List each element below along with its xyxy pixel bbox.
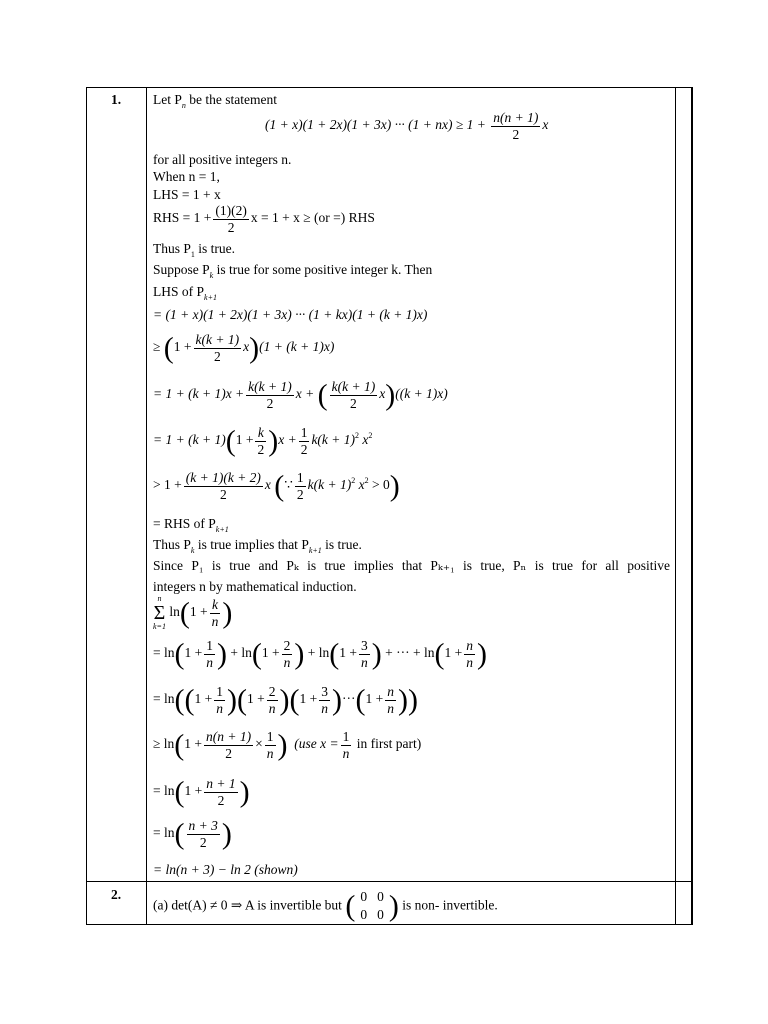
- q1-line: integers n by mathematical induction.: [153, 579, 357, 594]
- q1-line: RHS = 1 + $\frac{(1)(2)}{2}$ x = 1 + x ≥ (or =) RHS: [153, 203, 375, 235]
- q1-line: = 1 + (k + 1)(1 + $\frac{k}{2}$ )x + $\frac{1}{2}$ $k(k + 1)^2$ $x^2$: [153, 424, 373, 458]
- q1-line: = ln( $\frac{n + 3}{2}$ ): [153, 817, 232, 851]
- q1-line: for all positive integers n.: [153, 152, 292, 167]
- row-divider: [87, 881, 692, 882]
- question-number: 2.: [111, 887, 122, 902]
- q1-line: When n = 1,: [153, 169, 220, 184]
- q1-line: Suppose $P_k$ is true for some positive integer k. Then: [153, 262, 433, 280]
- q1-line: = 1 + (k + 1)x + $\frac{k(k + 1)}{2}$ x + ( $\frac{k(k + 1)}{2}$ x)((k + 1)x): [153, 378, 448, 412]
- question-number: 1.: [111, 92, 122, 107]
- column-divider: [675, 88, 676, 924]
- q1-line: = (1 + x)(1 + 2x)(1 + 3x) ··· (1 + kx)(1 + (k + 1)x): [153, 307, 428, 322]
- q1-sum-line: n Σ k=1 ln(1 + $\frac{k}{n}$ ): [153, 594, 233, 631]
- q2-part-a: (a) det(A) ≠ 0 ⇒ A is invertible but ( 0 0 0 0 ) is non- invertible.: [153, 889, 498, 923]
- q1-line: Thus $P_k$ is true implies that $P_{k+1}$ is true.: [153, 537, 362, 555]
- q1-line: Let $P_n$ be the statement: [153, 92, 277, 110]
- q1-line: > 1 + $\frac{(k + 1)(k + 2)}{2}$ x (∵ $\frac{1}{2}$ $k(k + 1)^2$ $x^2 > 0$): [153, 469, 400, 503]
- solution-table: [86, 87, 693, 925]
- column-divider: [691, 88, 692, 924]
- q1-line: Since P₁ is true and Pₖ is true implies that Pₖ₊₁ is true, Pₙ is true for all positive: [153, 558, 670, 573]
- column-divider: [146, 88, 147, 924]
- q1-line: LHS = 1 + x: [153, 187, 221, 202]
- q1-line: Thus $P_1$ is true.: [153, 241, 236, 259]
- q1-line: = ln(1 + $\frac{n + 1}{2}$ ): [153, 775, 250, 809]
- q1-line: LHS of $P_{k+1}$: [153, 284, 217, 302]
- zero-matrix: ( 0 0 0 0 ): [345, 889, 399, 923]
- q1-line: = ln(1 + $\frac{1}{n}$ ) + ln(1 + $\frac{2}{n}$ ) + ln(1 + $\frac{3}{n}$ ) + ··· + ln(1 + $\frac{n}{n}$ ): [153, 637, 487, 671]
- q1-line: ≥ ln(1 + $\frac{n(n + 1)}{2}$ × $\frac{1}{n}$ ) (use x = $\frac{1}{n}$ in first part): [153, 728, 422, 762]
- q1-line: = ln((1 + $\frac{1}{n}$ )(1 + $\frac{2}{n}$ )(1 + $\frac{3}{n}$ )···(1 + $\frac{n}{n}$ )): [153, 683, 418, 717]
- q1-line: = RHS of $P_{k+1}$: [153, 516, 229, 534]
- q1-inequality: (1 + x)(1 + 2x)(1 + 3x) ··· (1 + nx) ≥ 1 + $\frac{n(n + 1)}{2}$ x: [265, 110, 549, 142]
- q1-line: = ln(n + 3) − ln 2 (shown): [153, 862, 298, 877]
- q1-line: ≥ (1 + $\frac{k(k + 1)}{2}$ x)(1 + (k + 1)x): [153, 331, 335, 365]
